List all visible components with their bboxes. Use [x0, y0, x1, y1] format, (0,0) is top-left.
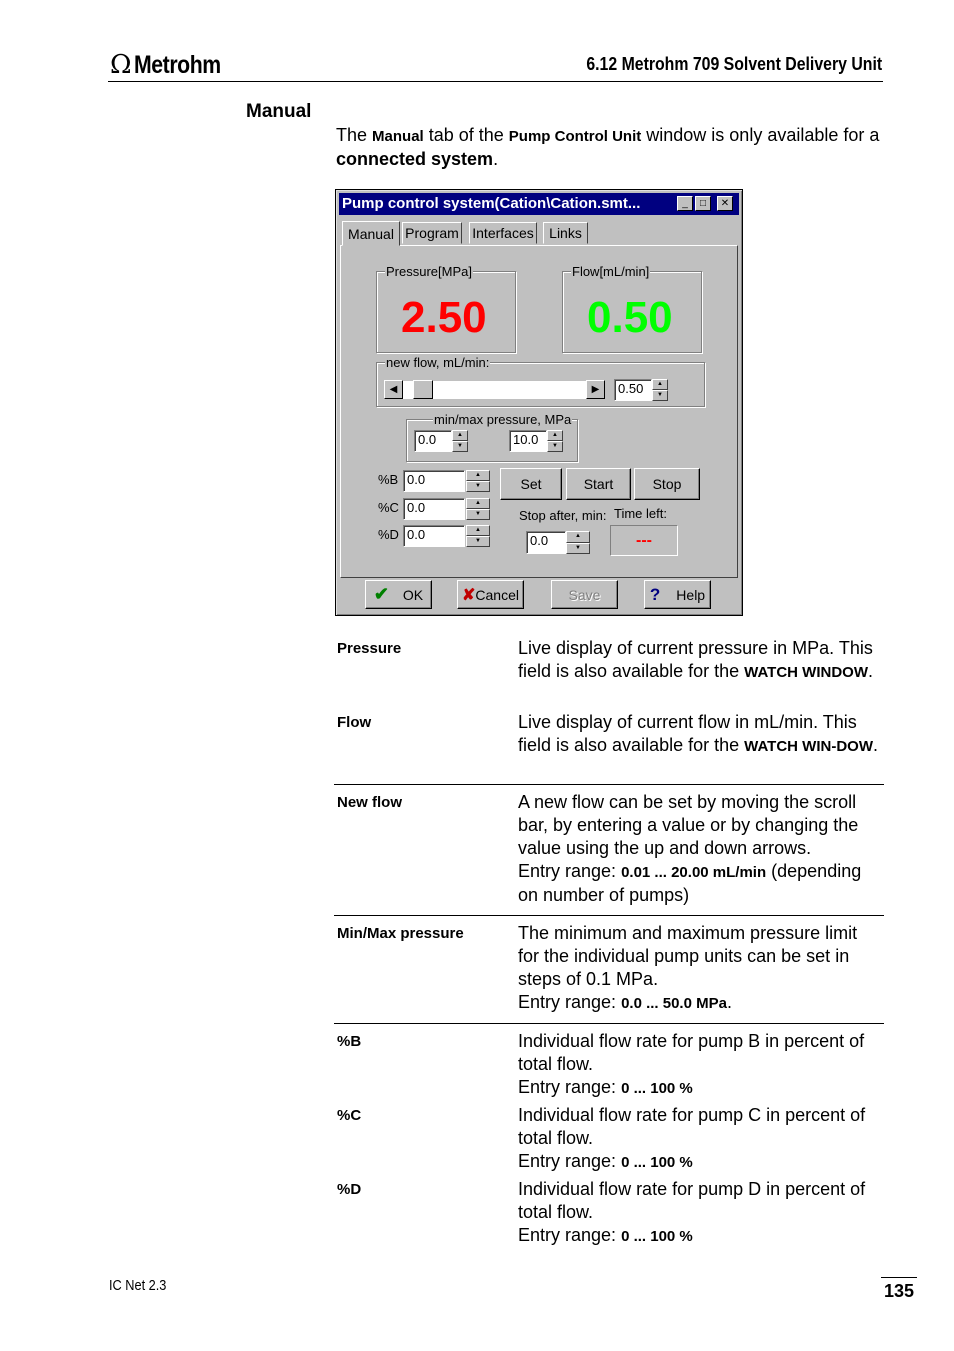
definition-pressure: Live display of current pressure in MPa. This field is also available for the WATCH WINDOW. [518, 638, 874, 681]
maximize-button[interactable]: □ [695, 196, 711, 211]
stop-after-label: Stop after, min: [519, 508, 607, 523]
section-heading: Manual [246, 101, 312, 122]
pct-c-input[interactable]: 0.0 [403, 498, 465, 520]
pump-control-dialog [335, 189, 743, 616]
pct-b-label: %B [378, 472, 399, 487]
scroll-left-arrow-icon[interactable]: ◀ [384, 380, 403, 399]
header-divider [108, 81, 883, 82]
pressure-value: 2.50 [401, 293, 487, 342]
definition-flow: Live display of current flow in mL/min. This field is also available for the WATCH WIN-DOW. [518, 712, 878, 755]
pct-c-label: %C [378, 500, 399, 515]
definition-pct-d: Individual flow rate for pump D in percent of total flow. Entry range: 0 ... 100 % [518, 1179, 866, 1245]
tab-manual[interactable]: Manual [342, 221, 400, 246]
minimize-button[interactable]: _ [677, 196, 693, 211]
definition-pct-b: Individual flow rate for pump B in percent of total flow. Entry range: 0 ... 100 % [518, 1031, 865, 1097]
definition-divider [334, 915, 884, 916]
max-pressure-input[interactable]: 10.0 [509, 430, 547, 452]
new-flow-input[interactable]: 0.50 [614, 379, 652, 401]
start-button[interactable]: Start [566, 468, 631, 500]
term-pressure: Pressure [337, 640, 402, 657]
pct-b-input[interactable]: 0.0 [403, 470, 465, 492]
close-button[interactable]: ✕ [717, 196, 733, 211]
dialog-title: Pump control system(Cation\Cation.smt... [342, 195, 641, 212]
new-flow-scrollbar-thumb[interactable] [413, 380, 433, 399]
cancel-button[interactable] [457, 580, 524, 609]
flow-group-label: Flow[mL/min] [572, 264, 650, 279]
page-number: 135 [881, 1277, 917, 1305]
pct-d-label: %D [378, 527, 399, 542]
running-header-title: 6.12 Metrohm 709 Solvent Delivery Unit [586, 54, 882, 74]
min-pressure-spinner[interactable]: ▲ ▼ [452, 430, 468, 452]
definition-divider [334, 1023, 884, 1024]
pct-d-spinner[interactable]: ▲ ▼ [466, 525, 490, 547]
metrohm-logo [110, 50, 236, 80]
checkmark-icon: ✔ [373, 584, 389, 604]
time-left-display: --- [610, 525, 678, 556]
pct-d-input[interactable]: 0.0 [403, 525, 465, 547]
pressure-group [376, 264, 516, 353]
stop-button[interactable]: Stop [634, 468, 700, 500]
save-button-label: Save [568, 586, 601, 603]
definition-minmax-pressure: The minimum and maximum pressure limit for the individual pump units can be set in steps of 0.1 MPa. Entry range: 0.0 ... 50.0 MPa. [518, 923, 858, 1012]
save-button[interactable] [551, 580, 618, 609]
definition-divider [334, 784, 884, 785]
term-new-flow: New flow [337, 794, 403, 811]
minmax-pressure-label: min/max pressure, MPa [434, 412, 572, 427]
ok-button[interactable] [365, 580, 432, 609]
footer-product-version: IC Net 2.3 [109, 1277, 167, 1294]
dialog-titlebar[interactable] [339, 193, 739, 215]
definition-new-flow: A new flow can be set by moving the scroll bar, by entering a value or by changing the value using the up and down arrows. Entry range: 0.01 ... 20.00 mL/min (depending on number of pumps) [518, 792, 862, 905]
new-flow-spinner[interactable]: ▲ ▼ [652, 379, 668, 401]
intro-paragraph: The Manual tab of the Pump Control Unit window is only available for a connected system. [336, 125, 880, 169]
pressure-group-label: Pressure[MPa] [386, 264, 472, 279]
term-minmax-pressure: Min/Max pressure [337, 925, 464, 942]
flow-value: 0.50 [587, 293, 673, 342]
help-question-icon: ? [649, 584, 661, 604]
time-left-label: Time left: [614, 506, 667, 521]
stop-after-spinner[interactable]: ▲ ▼ [566, 531, 590, 554]
max-pressure-spinner[interactable]: ▲ ▼ [547, 430, 563, 452]
term-pct-d: %D [337, 1181, 362, 1198]
set-button[interactable]: Set [500, 468, 562, 500]
logo-text: Metrohm [133, 50, 221, 79]
definition-pct-c: Individual flow rate for pump C in percent of total flow. Entry range: 0 ... 100 % [518, 1105, 866, 1171]
cancel-button-label: Cancel [475, 586, 519, 603]
tab-interfaces[interactable]: Interfaces [469, 222, 537, 244]
pct-b-spinner[interactable]: ▲ ▼ [466, 470, 490, 492]
new-flow-label: new flow, mL/min: [386, 355, 490, 370]
tab-links[interactable]: Links [543, 222, 588, 244]
help-button-label: Help [676, 586, 706, 603]
pct-c-spinner[interactable]: ▲ ▼ [466, 498, 490, 520]
help-button[interactable] [644, 580, 711, 609]
min-pressure-input[interactable]: 0.0 [414, 430, 452, 452]
term-flow: Flow [337, 714, 372, 731]
term-pct-b: %B [337, 1033, 362, 1050]
ok-button-label: OK [402, 586, 424, 603]
flow-group [562, 264, 702, 353]
term-pct-c: %C [337, 1107, 362, 1124]
cancel-x-icon: ✘ [462, 586, 476, 604]
stop-after-input[interactable]: 0.0 [526, 531, 566, 554]
tab-program[interactable]: Program [402, 222, 462, 244]
omega-logo-icon: Ω [110, 50, 132, 80]
scroll-right-arrow-icon[interactable]: ▶ [586, 380, 605, 399]
